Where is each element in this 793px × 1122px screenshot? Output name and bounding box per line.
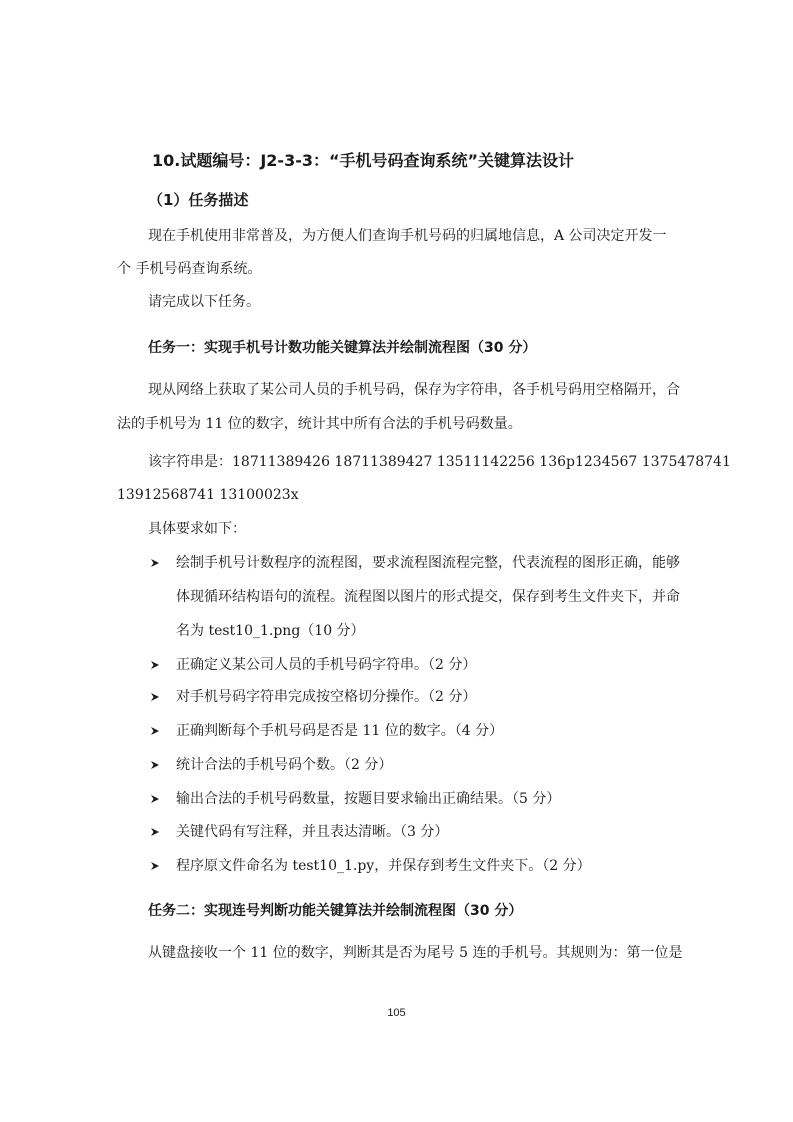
task2-title: 任务二：实现连号判断功能关键算法并绘制流程图（30 分） bbox=[148, 903, 523, 919]
requirement-8: 程序原文件命名为 test10_1.py，并保存到考生文件夹下。（2 分） bbox=[176, 858, 591, 874]
page-number: 105 bbox=[387, 1007, 406, 1019]
task1-paragraph-line-2: 法的手机号为 11 位的数字，统计其中所有合法的手机号码数量。 bbox=[117, 416, 522, 432]
task1-title: 任务一：实现手机号计数功能关键算法并绘制流程图（30 分） bbox=[148, 340, 537, 356]
arrow-bullet-icon bbox=[150, 822, 162, 842]
requirements-title: 具体要求如下： bbox=[148, 521, 246, 537]
requirement-1-line-3: 名为 test10_1.png（10 分） bbox=[176, 623, 365, 639]
task1-string-line-1: 该字符串是：18711389426 18711389427 13511142256 136p1234567 1375478741 bbox=[148, 454, 731, 470]
requirement-5: 统计合法的手机号码个数。（2 分） bbox=[176, 757, 393, 773]
intro-text-line-1: 现在手机使用非常普及，为方便人们查询手机号码的归属地信息，A 公司决定开发一 bbox=[148, 228, 667, 244]
requirement-4: 正确判断每个手机号码是否是 11 位的数字。（4 分） bbox=[176, 723, 504, 739]
arrow-bullet-icon bbox=[150, 755, 162, 775]
requirement-3: 对手机号码字符串完成按空格切分操作。（2 分） bbox=[176, 689, 477, 705]
requirement-6: 输出合法的手机号码数量，按题目要求输出正确结果。（5 分） bbox=[176, 791, 561, 807]
task1-paragraph-line-1: 现从网络上获取了某公司人员的手机号码，保存为字符串，各手机号码用空格隔开，合 bbox=[148, 382, 680, 398]
question-heading: 10.试题编号：J2-3-3：“手机号码查询系统”关键算法设计 bbox=[152, 151, 575, 170]
section-task-description: （1）任务描述 bbox=[148, 191, 249, 209]
requirement-2: 正确定义某公司人员的手机号码字符串。（2 分） bbox=[176, 657, 477, 673]
arrow-bullet-icon bbox=[150, 856, 162, 876]
intro-text-line-2: 个 手机号码查询系统。 bbox=[117, 261, 262, 277]
requirement-1-line-2: 体现循环结构语句的流程。流程图以图片的形式提交，保存到考生文件夹下，并命 bbox=[176, 589, 680, 605]
arrow-bullet-icon bbox=[150, 655, 162, 675]
requirement-7: 关键代码有写注释，并且表达清晰。（3 分） bbox=[176, 824, 449, 840]
task1-string-line-2: 13912568741 13100023x bbox=[117, 487, 299, 503]
arrow-bullet-icon bbox=[150, 687, 162, 707]
requirement-1-line-1: 绘制手机号计数程序的流程图，要求流程图流程完整，代表流程的图形正确，能够 bbox=[176, 555, 680, 571]
arrow-bullet-icon bbox=[150, 721, 162, 741]
arrow-bullet-icon bbox=[150, 789, 162, 809]
intro-text-line-3: 请完成以下任务。 bbox=[148, 294, 260, 310]
arrow-bullet-icon bbox=[150, 553, 162, 573]
task2-paragraph-line-1: 从键盘接收一个 11 位的数字，判断其是否为尾号 5 连的手机号。其规则为：第一位是 bbox=[148, 945, 683, 961]
